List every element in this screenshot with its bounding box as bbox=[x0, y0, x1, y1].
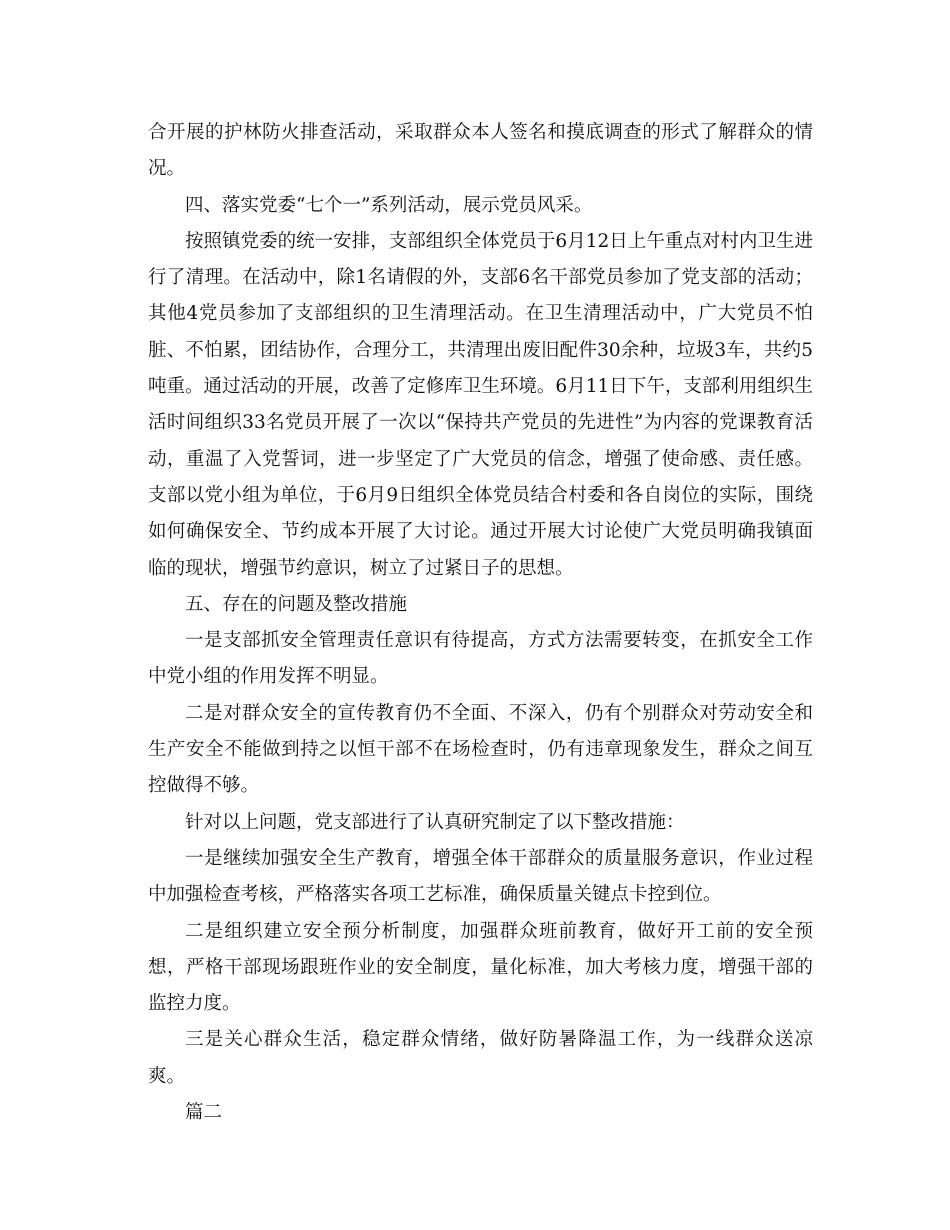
paragraph-measure-2: 二是组织建立安全预分析制度，加强群众班前教育，做好开工前的安全预想，严格干部现场跟班作业的安全制度，量化标准，加大考核力度，增强干部的监控力度。 bbox=[148, 920, 813, 1015]
section-heading-4: 四、落实党委“七个一”系列活动，展示党员风采。 bbox=[185, 194, 593, 216]
paragraph-measure-1: 一是继续加强安全生产教育，增强全体干部群众的质量服务意识，作业过程中加强检查考核，严格落实各项工艺标准，确保质量关键点卡控到位。 bbox=[148, 847, 813, 906]
paragraph-problem-2: 二是对群众安全的宣传教育仍不全面、不深入，仍有个别群众对劳动安全和生产安全不能做到持之以恒干部不在场检查时，仍有违章现象发生，群众之间互控做得不够。 bbox=[148, 702, 813, 797]
section-label-part-two: 篇二 bbox=[185, 1102, 223, 1124]
paragraph-continuation: 合开展的护林防火排查活动，采取群众本人签名和摸底调查的形式了解群众的情况。 bbox=[148, 122, 813, 180]
paragraph-problem-1: 一是支部抓安全管理责任意识有待提高，方式方法需要转变，在抓安全工作中党小组的作用发挥不明显。 bbox=[148, 630, 813, 688]
document-body bbox=[148, 115, 813, 1131]
section-heading-5: 五、存在的问题及整改措施 bbox=[185, 593, 408, 615]
paragraph-measures-intro: 针对以上问题，党支部进行了认真研究制定了以下整改措施： bbox=[185, 811, 685, 833]
paragraph-activities: 按照镇党委的统一安排，支部组织全体党员于6月12日上午重点对村内卫生进行了清理。在活动中，除1名请假的外，支部6名干部党员参加了党支部的活动；其他4党员参加了支部组织的卫生清理活动。在卫生清理活动中，广大党员不怕脏、不怕累，团结协作，合理分工，共清理出废旧配件30余种，垃圾3车，共约5吨重。通过活动的开展，改善了定修库卫生环境。6月11日下午，支部利用组织生活时间组织33名党员开展了一次以“保持共产党员的先进性”为内容的党课教育活动，重温了入党誓词，进一步坚定了广大党员的信念，增强了使命感、责任感。支部以党小组为单位，于6月9日组织全体党员结合村委和各自岗位的实际，围绕如何确保安全、节约成本开展了大讨论。通过开展大讨论使广大党员明确我镇面临的现状，增强节约意识，树立了过紧日子的思想。 bbox=[148, 230, 813, 579]
paragraph-measure-3: 三是关心群众生活，稳定群众情绪，做好防暑降温工作，为一线群众送凉爽。 bbox=[148, 1029, 813, 1087]
